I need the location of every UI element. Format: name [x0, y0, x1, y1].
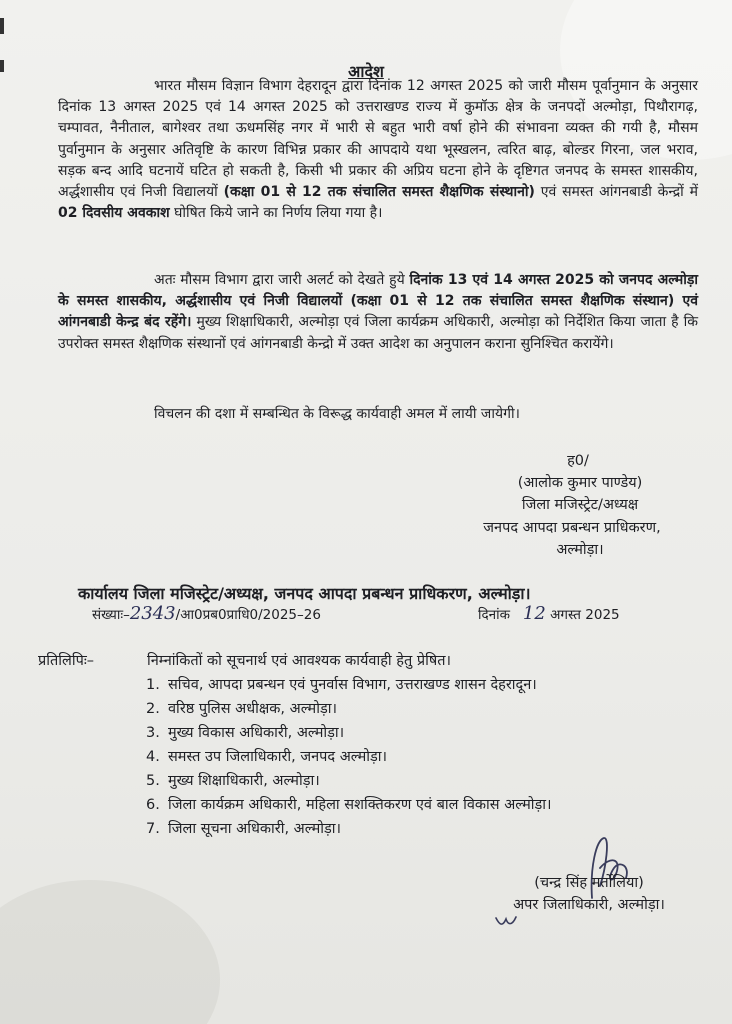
- copy-list-item: 1. सचिव, आपदा प्रबन्धन एवं पुनर्वास विभाग, उत्तराखण्ड शासन देहरादून।: [146, 677, 537, 693]
- signatory-name: (आलोक कुमार पाण्डेय): [517, 475, 643, 491]
- punch-mark: [0, 18, 4, 34]
- handwritten-ref-number: 2343: [129, 603, 176, 624]
- reference-number: संख्याः–2343/आ0प्रब0प्राधि0/2025–26: [92, 603, 321, 624]
- additional-magistrate-name: (चन्द्र सिंह मर्तोलिया): [534, 875, 644, 891]
- office-heading: कार्यालय जिला मजिस्ट्रेट/अध्यक्ष, जनपद आपदा प्रबन्धन प्राधिकरण, अल्मोड़ा।: [78, 584, 531, 603]
- signature-mark: ह0/: [567, 453, 589, 469]
- order-paragraph-2: अतः मौसम विभाग द्वारा जारी अलर्ट को देखते हुये दिनांक 13 एवं 14 अगस्त 2025 को जनपद अल्मोड़ा के समस्त शासकीय, अर्द्धशासीय एवं निजी विद्यालयों (कक्षा 01 से 12 तक संचालित समस्त शैक्षणिक संस्थान) एवं आंगनबाडी केन्द्र बंद रहेंगे। मुख्य शिक्षाधिकारी, अल्मोड़ा एवं जिला कार्यक्रम अधिकारी, अल्मोड़ा को निर्देशित किया जाता है कि उपरोक्त समस्त शैक्षणिक संस्थानों एवं आंगनबाडी केन्द्रो में उक्त आदेश का अनुपालन कराना सुनिश्चित करायेंगे।: [58, 272, 698, 352]
- order-title: आदेश: [348, 62, 384, 81]
- signatory-designation: जिला मजिस्ट्रेट/अध्यक्ष: [521, 497, 639, 513]
- copy-list-item: 2. वरिष्ठ पुलिस अधीक्षक, अल्मोड़ा।: [146, 701, 337, 717]
- signatory-place: अल्मोड़ा।: [556, 542, 604, 558]
- copy-list-item: 6. जिला कार्यक्रम अधिकारी, महिला सशक्तिकरण एवं बाल विकास अल्मोड़ा।: [146, 797, 552, 813]
- copy-label: प्रतिलिपिः–: [38, 653, 95, 669]
- signatory-authority: जनपद आपदा प्रबन्धन प्राधिकरण,: [483, 520, 661, 536]
- copy-list-item: 3. मुख्य विकास अधिकारी, अल्मोड़ा।: [146, 725, 345, 741]
- additional-magistrate-designation: अपर जिलाधिकारी, अल्मोड़ा।: [513, 897, 665, 913]
- handwritten-initial: [494, 914, 524, 928]
- copy-list-item: 5. मुख्य शिक्षाधिकारी, अल्मोड़ा।: [146, 773, 320, 789]
- issue-date: दिनांक 12 अगस्त 2025: [478, 603, 620, 624]
- order-paragraph-1: भारत मौसम विज्ञान विभाग देहरादून द्वारा दिनांक 12 अगस्त 2025 को जारी मौसम पूर्वानुमान के अनुसार दिनांक 13 अगस्त 2025 एवं 14 अगस्त 2025 को उत्तराखण्ड राज्य में कुमॉऊ क्षेत्र के जनपदों अल्मोड़ा, पिथौरागढ़, चम्पावत, नैनीताल, बागेश्वर तथा ऊधमसिंह नगर में भारी से बहुत भारी वर्षा होने की संभावना व्यक्त की गयी है, मौसम पुर्वानुमान के अनुसार अतिवृष्टि के कारण विभिन्न प्रकार की आपदाये यथा भूस्खलन, त्वरित बाढ़, बोल्डर गिरना, जल भराव, सड़क बन्द आदि घटनायें घटित हो सकती है, किसी भी प्रकार की अप्रिय घटना होने के दृष्टिगत जनपद के समस्त शासकीय, अर्द्धशासीय एवं निजी विद्यालयों (कक्षा 01 से 12 तक संचालित समस्त शैक्षणिक संस्थानो) एवं समस्त आंगनबाडी केन्द्रों में 02 दिवसीय अवकाश घोषित किये जाने का निर्णय लिया गया है।: [58, 78, 698, 222]
- copy-list-item: 4. समस्त उप जिलाधिकारी, जनपद अल्मोड़ा।: [146, 749, 388, 765]
- paper-shadow: [0, 880, 220, 1024]
- copy-list-item: 7. जिला सूचना अधिकारी, अल्मोड़ा।: [146, 821, 342, 837]
- order-paragraph-3: विचलन की दशा में सम्बन्धित के विरूद्ध कार्यवाही अमल में लायी जायेगी।: [154, 406, 520, 422]
- copy-intro: निम्नांकितों को सूचनार्थ एवं आवश्यक कार्यवाही हेतु प्रेषित।: [147, 653, 451, 669]
- handwritten-date-day: 12: [522, 603, 546, 624]
